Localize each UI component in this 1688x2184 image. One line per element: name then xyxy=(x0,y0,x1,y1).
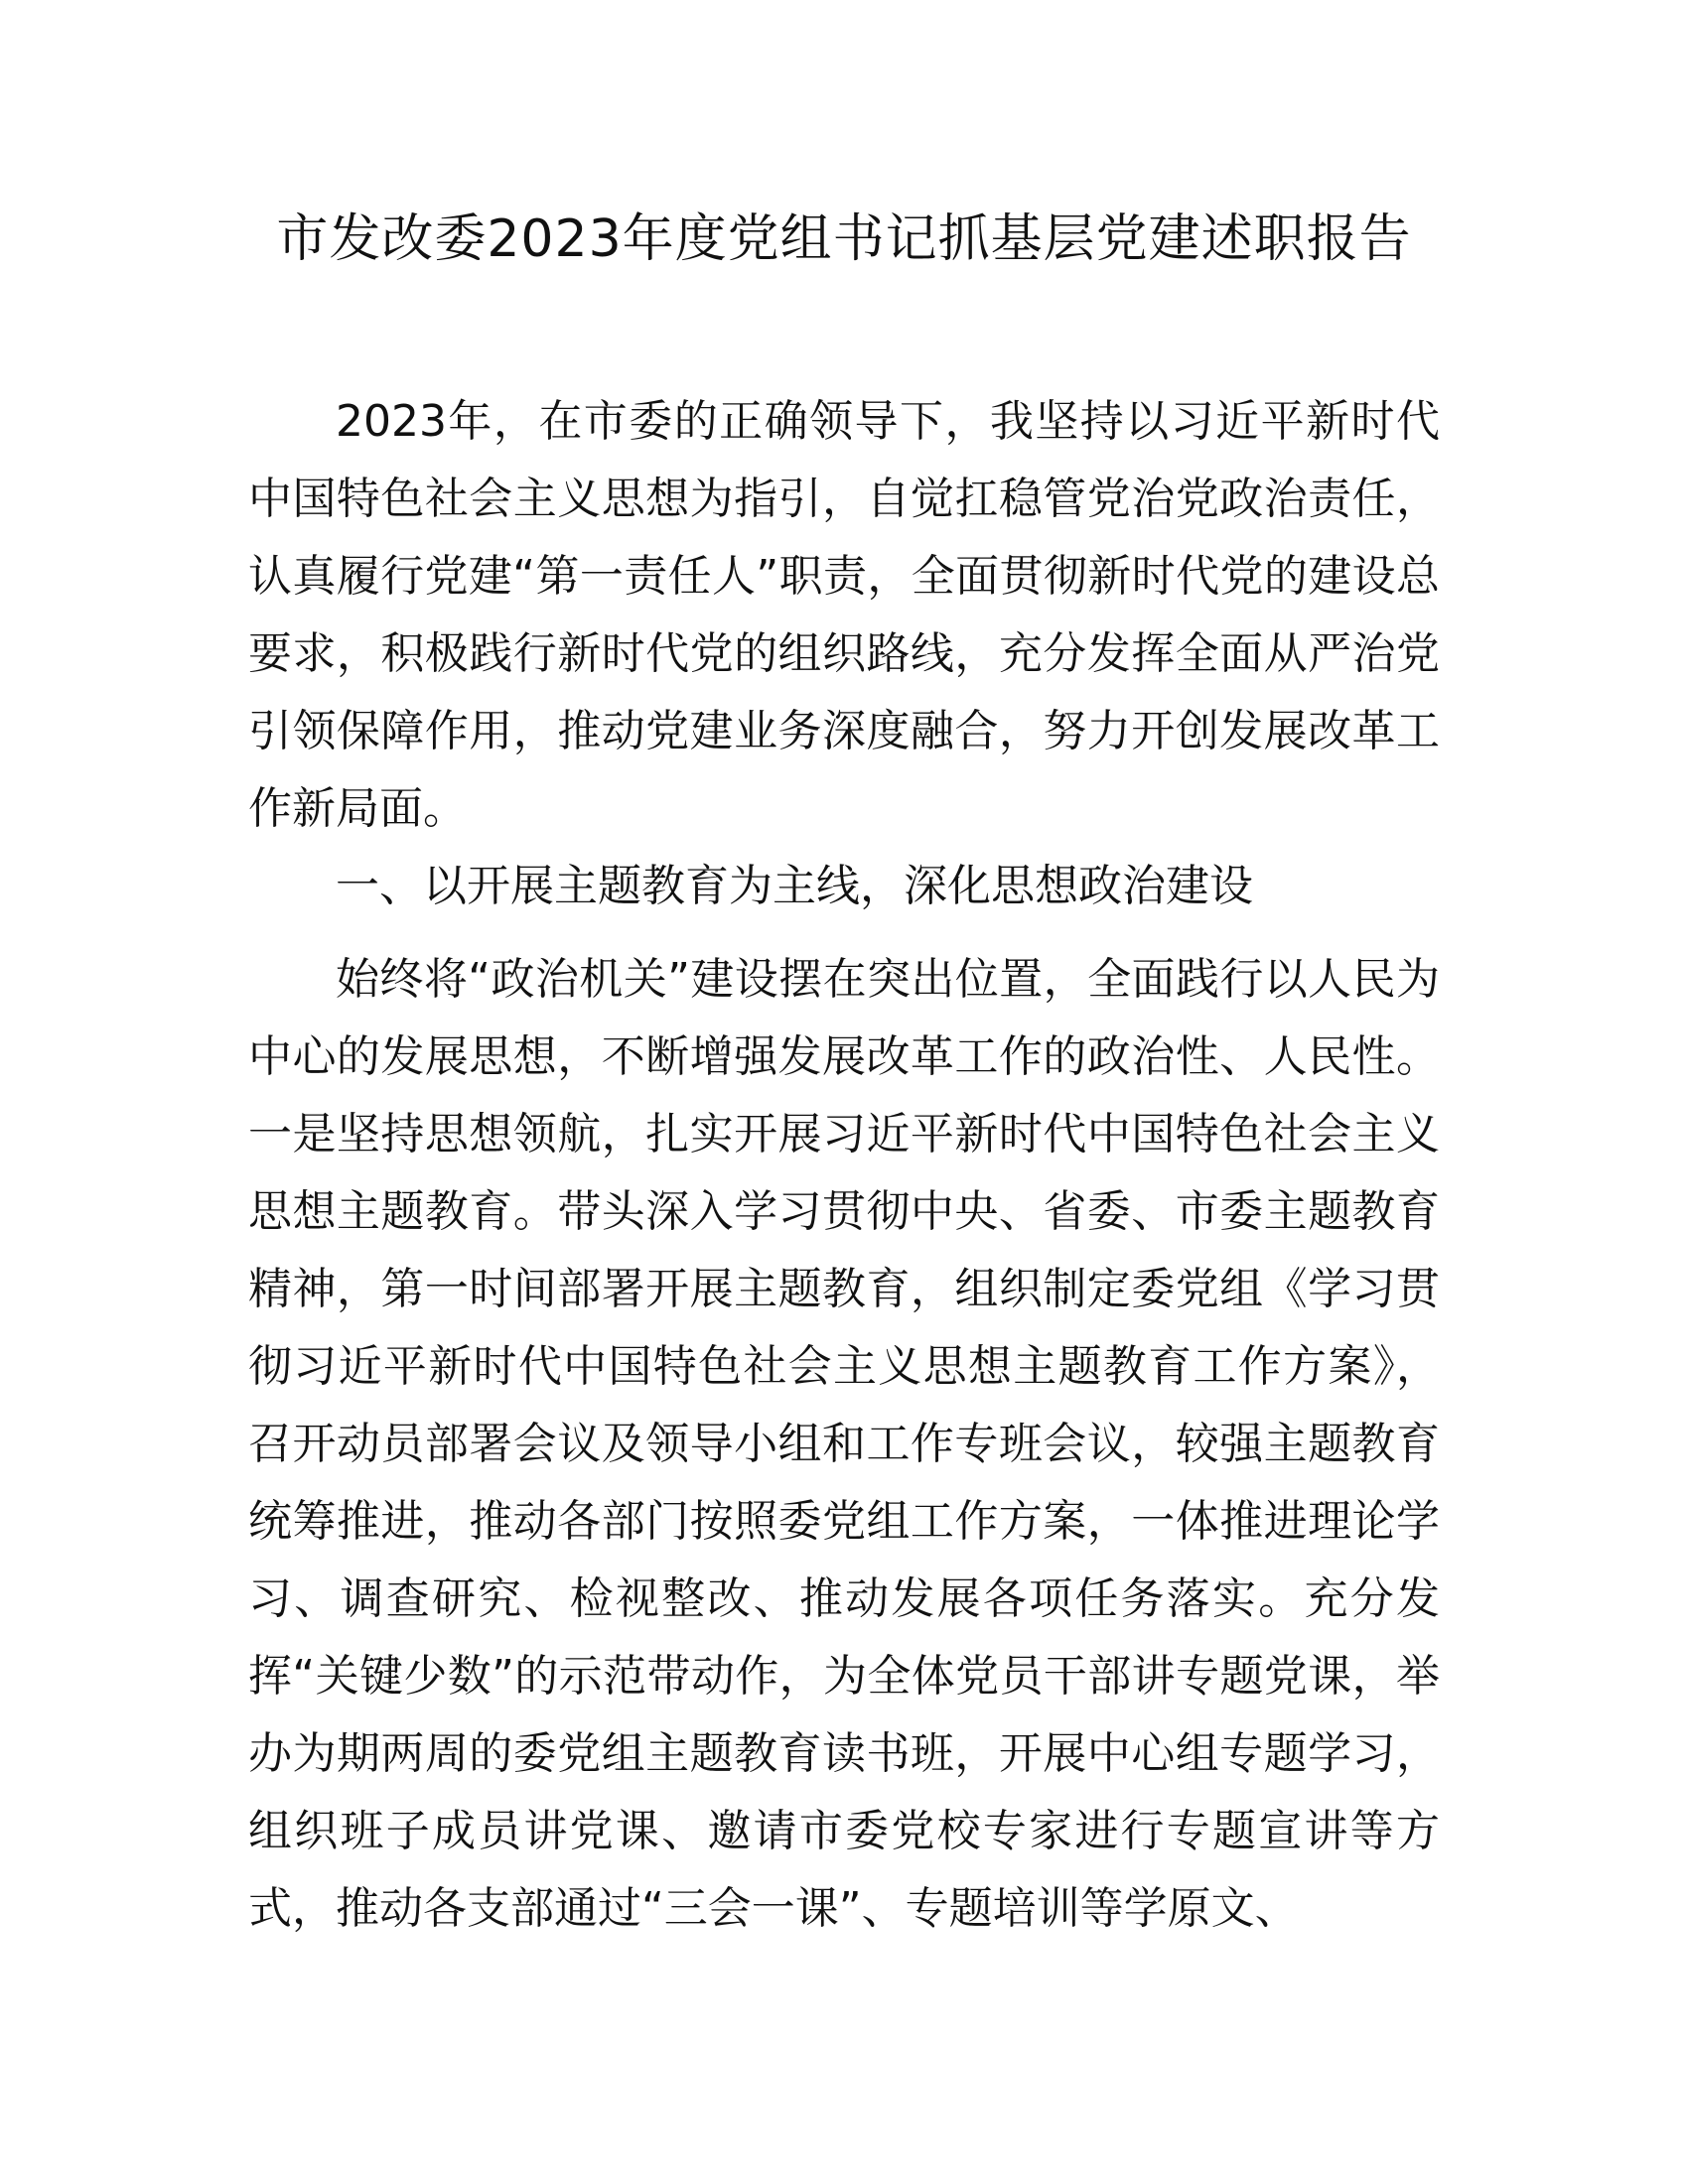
document-title: 市发改委2023年度党组书记抓基层党建述职报告 xyxy=(276,209,1412,269)
section-1-paragraph: 始终将“政治机关”建设摆在突出位置，全面践行以人民为中心的发展思想，不断增强发展改革工作的政治性、人民性。一是坚持思想领航，扎实开展习近平新时代中国特色社会主义思想主题教育。带头深入学习贯彻中央、省委、市委主题教育精神，第一时间部署开展主题教育，组织制定委党组《学习贯彻习近平新时代中国特色社会主义思想主题教育工作方案》，召开动员部署会议及领导小组和工作专班会议，较强主题教育统筹推进，推动各部门按照委党组工作方案，一体推进理论学习、调查研究、检视整改、推动发展各项任务落实。充分发挥“关键少数”的示范带动作，为全体党员干部讲专题党课，举办为期两周的委党组主题教育读书班，开展中心组专题学习，组织班子成员讲党课、邀请市委党校专家进行专题宣讲等方式，推动各支部通过“三会一课”、专题培训等学原文、 xyxy=(248,954,1440,1934)
section-heading-1: 一、以开展主题教育为主线，深化思想政治建设 xyxy=(336,861,1253,911)
intro-paragraph: 2023年，在市委的正确领导下，我坚持以习近平新时代中国特色社会主义思想为指引，自觉扛稳管党治党政治责任，认真履行党建“第一责任人”职责，全面贯彻新时代党的建设总要求，积极践行新时代党的组织路线，充分发挥全面从严治党引领保障作用，推动党建业务深度融合，努力开创发展改革工作新局面。 xyxy=(248,396,1440,834)
